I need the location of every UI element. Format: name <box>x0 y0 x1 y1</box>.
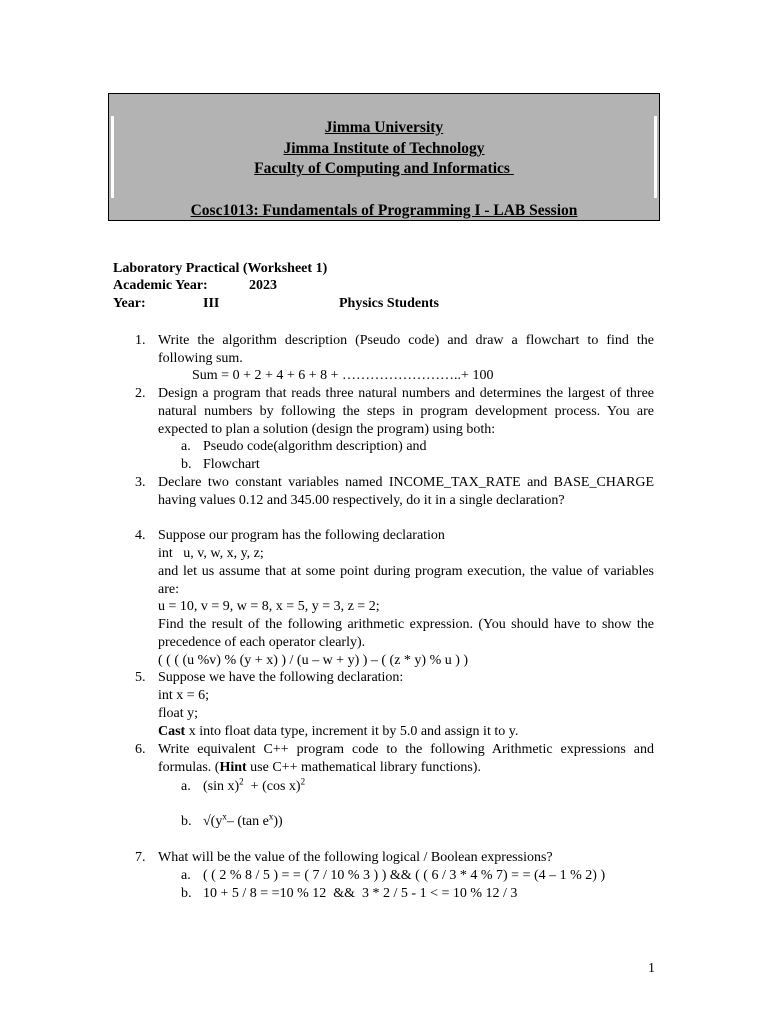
q6-a-formula <box>203 778 305 796</box>
q6-a-label: a. <box>181 779 191 794</box>
q3-text: Declare two constant variables named INCOME_TAX_RATE and BASE_CHARGE having values 0.12 and 345.00 respectively, do it in a single declaration? <box>158 475 654 508</box>
q6-a-sup1: 2 <box>239 776 244 787</box>
page-number: 1 <box>648 961 655 976</box>
q6-a-sup2: 2 <box>300 776 306 787</box>
q7-a-label: a. <box>181 868 191 883</box>
q7-text: What will be the value of the following logical / Boolean expressions? <box>158 850 553 865</box>
q6-b-sup1: x <box>222 811 227 822</box>
q7-number: 7. <box>135 850 146 865</box>
institute-name: Jimma Institute of Technology <box>283 140 485 157</box>
q5-cast-rest: x into float data type, increment it by 5.0 and assign it to y. <box>185 724 519 739</box>
q6-b-formula <box>203 813 283 831</box>
q6-b-part2: – (tan e <box>226 814 269 829</box>
q2-text: Design a program that reads three natural numbers and determines the largest of three natural numbers by following the steps in program development process. You are expected to plan a solution (design the program) using both: <box>158 386 654 437</box>
q7-b-label: b. <box>181 886 192 901</box>
q1-sum-formula: Sum = 0 + 2 + 4 + 6 + 8 + ……………………..+ 100 <box>192 368 494 383</box>
q1-text: Write the algorithm description (Pseudo code) and draw a flowchart to find the following sum. <box>158 333 654 366</box>
q6-text-after: use C++ mathematical library functions). <box>246 760 481 775</box>
q6-text <box>158 741 654 777</box>
q3-number: 3. <box>135 475 146 490</box>
q7-b-expression: 10 + 5 / 8 = =10 % 12 && 3 * 2 / 5 - 1 < = 10 % 12 / 3 <box>203 886 518 901</box>
q5-line3: float y; <box>158 706 199 721</box>
q6-text-before: Write equivalent C++ program code to the following Arithmetic expressions and formulas. ( <box>158 742 654 775</box>
q6-a-part2: + (cos x) <box>243 779 301 794</box>
q2-number: 2. <box>135 386 146 401</box>
q2-b-text: Flowchart <box>203 457 260 472</box>
year-value: III <box>203 296 220 311</box>
header-box <box>108 93 660 221</box>
q4-line5: Find the result of the following arithmetic expression. (You should have to show the precedence of each operator clearly). <box>158 617 654 650</box>
q2-a-text: Pseudo code(algorithm description) and <box>203 439 427 454</box>
q4-line3: and let us assume that at some point during program execution, the value of variables are: <box>158 564 654 597</box>
academic-year-value: 2023 <box>249 278 277 293</box>
faculty-name: Faculty of Computing and Informatics <box>254 160 514 177</box>
q5-line2: int x = 6; <box>158 688 210 703</box>
university-name: Jimma University <box>324 119 444 136</box>
q6-b-part1: √(y <box>203 814 223 829</box>
q6-b-sup2: x <box>268 811 274 822</box>
q4-values: u = 10, v = 9, w = 8, x = 5, y = 3, z = 2; <box>158 599 380 614</box>
q4-number: 4. <box>135 528 146 543</box>
academic-year-label: Academic Year: <box>113 278 208 293</box>
worksheet-title: Laboratory Practical (Worksheet 1) <box>113 261 328 276</box>
q6-b-label: b. <box>181 814 192 829</box>
year-label: Year: <box>113 296 146 311</box>
q7-a-expression: ( ( 2 % 8 / 5 ) = = ( 7 / 10 % 3 ) ) && ( ( 6 / 3 * 4 % 7) = = (4 – 1 % 2) ) <box>203 868 606 883</box>
q4-declaration: int u, v, w, x, y, z; <box>158 546 264 561</box>
q6-a-part1: (sin x) <box>203 779 240 794</box>
course-title: Cosc1013: Fundamentals of Programming I - LAB Session <box>190 202 578 219</box>
q5-line1: Suppose we have the following declaration: <box>158 670 404 685</box>
q4-expression: ( ( ( (u %v) % (y + x) ) / (u – w + y) ) – ( (z * y) % u ) ) <box>158 653 469 668</box>
q6-b-part3: )) <box>273 814 283 829</box>
q2-a-label: a. <box>181 439 191 454</box>
q1-number: 1. <box>135 333 146 348</box>
q5-cast-bold: Cast <box>158 724 186 739</box>
q4-line1: Suppose our program has the following declaration <box>158 528 445 543</box>
q5-cast-line <box>158 723 654 741</box>
q6-hint-bold: Hint <box>219 760 247 775</box>
q2-b-label: b. <box>181 457 192 472</box>
q6-number: 6. <box>135 742 146 757</box>
q5-number: 5. <box>135 670 146 685</box>
students-label: Physics Students <box>339 296 439 311</box>
